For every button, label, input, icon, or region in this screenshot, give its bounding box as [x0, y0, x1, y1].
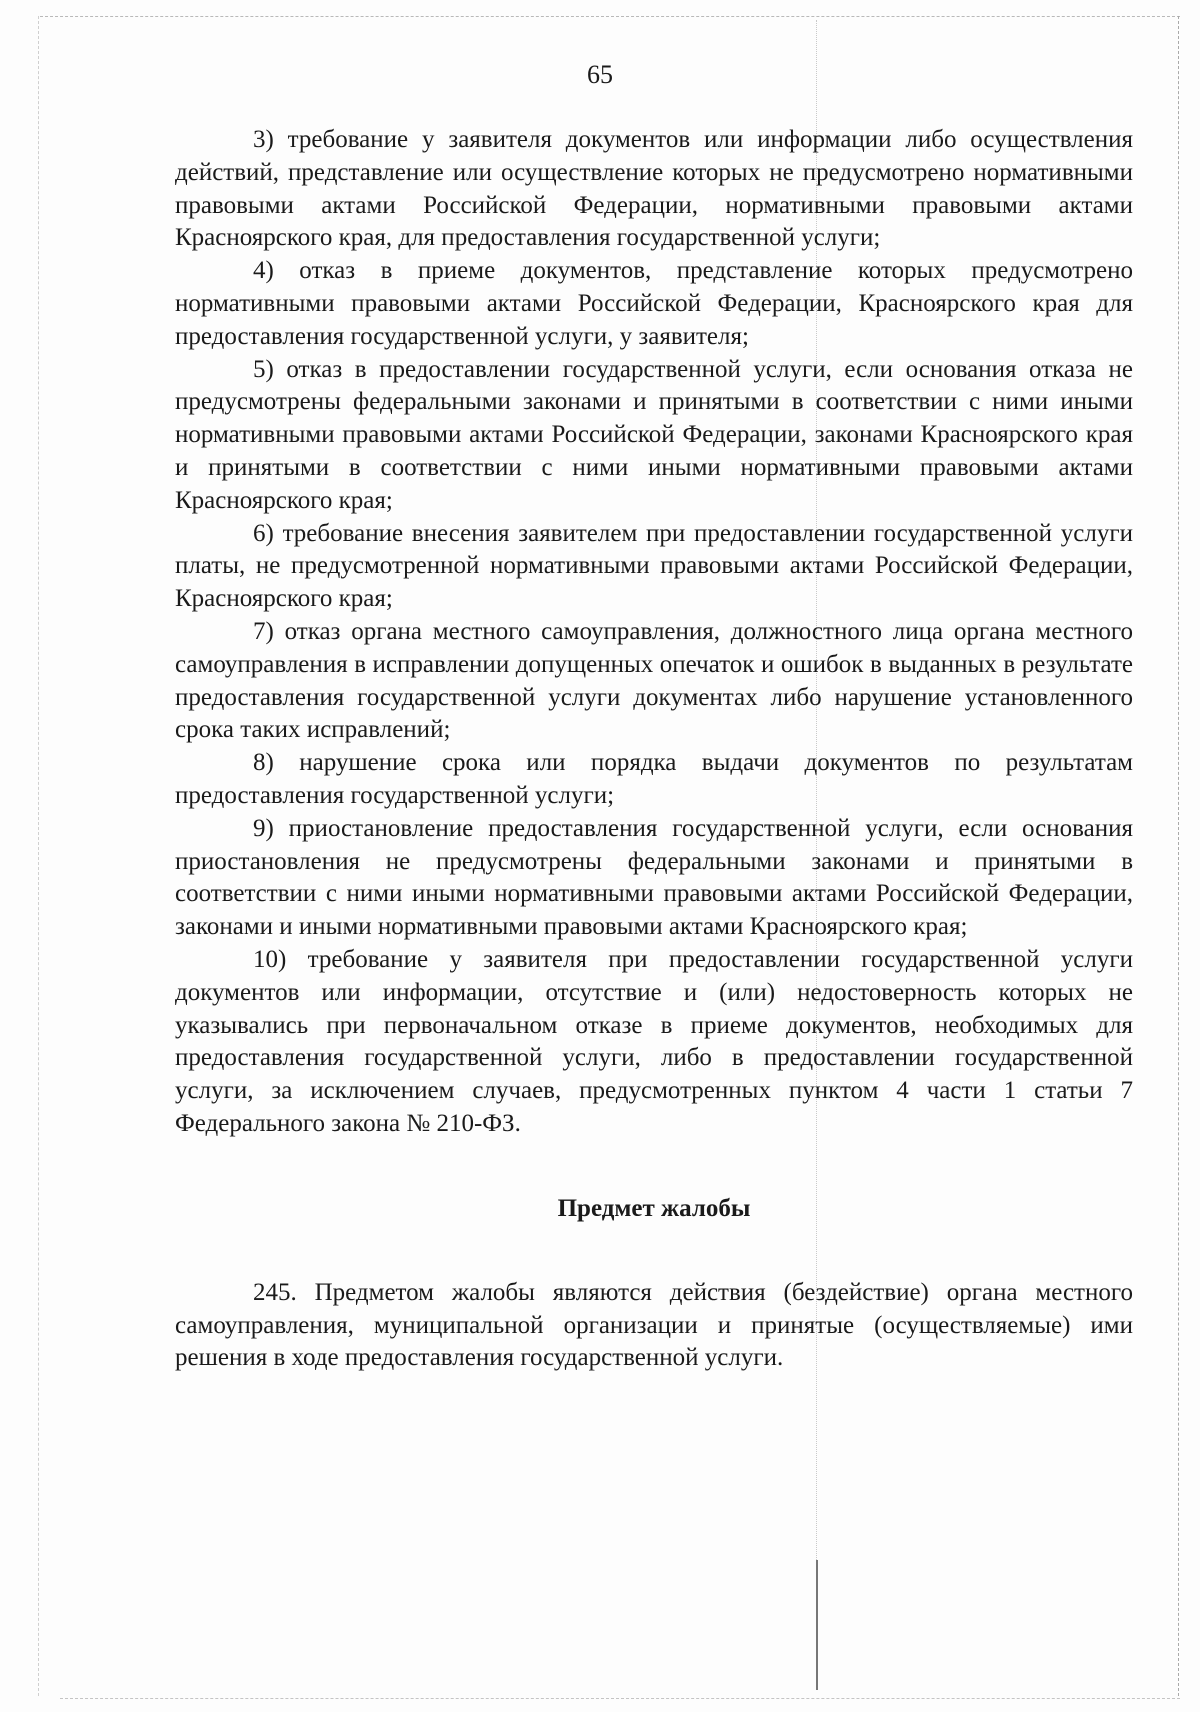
scan-edge-top — [40, 16, 1180, 17]
list-item: 7) отказ органа местного самоуправления, должностного лица органа местного самоуправления в исправлении допущенных опечаток и ошибок в выданных в результате предоставления государственной услуги документах либо нарушение установленного срока таких исправлений; — [175, 617, 1133, 744]
scan-edge-right — [1178, 16, 1179, 1696]
scan-fold-mark — [816, 1560, 818, 1690]
scan-edge-bottom — [60, 1698, 1180, 1699]
list-item: 6) требование внесения заявителем при предоставлении государственной услуги платы, не предусмотренной нормативными правовыми актами Российской Федерации, Красноярского края; — [175, 519, 1133, 613]
document-body — [175, 124, 1133, 1375]
section-heading: Предмет жалобы — [557, 1194, 751, 1222]
section-paragraph: 245. Предметом жалобы являются действия (бездействие) органа местного самоуправления, муниципальной организации и принятые (осуществляемые) ими решения в ходе предоставления государственной услуги. — [175, 1278, 1133, 1372]
page-number: 65 — [587, 60, 613, 89]
list-item: 4) отказ в приеме документов, представление которых предусмотрено нормативными правовыми актами Российской Федерации, Красноярского края для предоставления государственной услуги, у заявителя; — [175, 257, 1133, 350]
scan-edge-left — [38, 16, 39, 1696]
list-item: 8) нарушение срока или порядка выдачи документов по результатам предоставления государственной услуги; — [175, 749, 1133, 809]
list-item: 10) требование у заявителя при предоставлении государственной услуги документов или информации, отсутствие и (или) недостоверность которых не указывались при первоначальном отказе в приеме документов, необходимых для предоставления государственной услуги, либо в предоставлении государственной услуги, за исключением случаев, предусмотренных пунктом 4 части 1 статьи 7 Федерального закона № 210-ФЗ. — [175, 945, 1133, 1137]
list-item: 3) требование у заявителя документов или информации либо осуществления действий, представление или осуществление которых не предусмотрено нормативными правовыми актами Российской Федерации, нормативными правовыми актами Красноярского края, для предоставления государственной услуги; — [175, 126, 1133, 252]
list-item: 5) отказ в предоставлении государственной услуги, если основания отказа не предусмотрены федеральными законами и принятыми в соответствии с ними иными нормативными правовыми актами Российской Федерации, законами Красноярского края и принятыми в соответствии с ними иными нормативными правовыми актами Красноярского края; — [175, 355, 1133, 514]
list-item: 9) приостановление предоставления государственной услуги, если основания приостановления не предусмотрены федеральными законами и принятыми в соответствии с ними иными нормативными правовыми актами Российской Федерации, законами и иными нормативными правовыми актами Красноярского края; — [175, 814, 1133, 941]
